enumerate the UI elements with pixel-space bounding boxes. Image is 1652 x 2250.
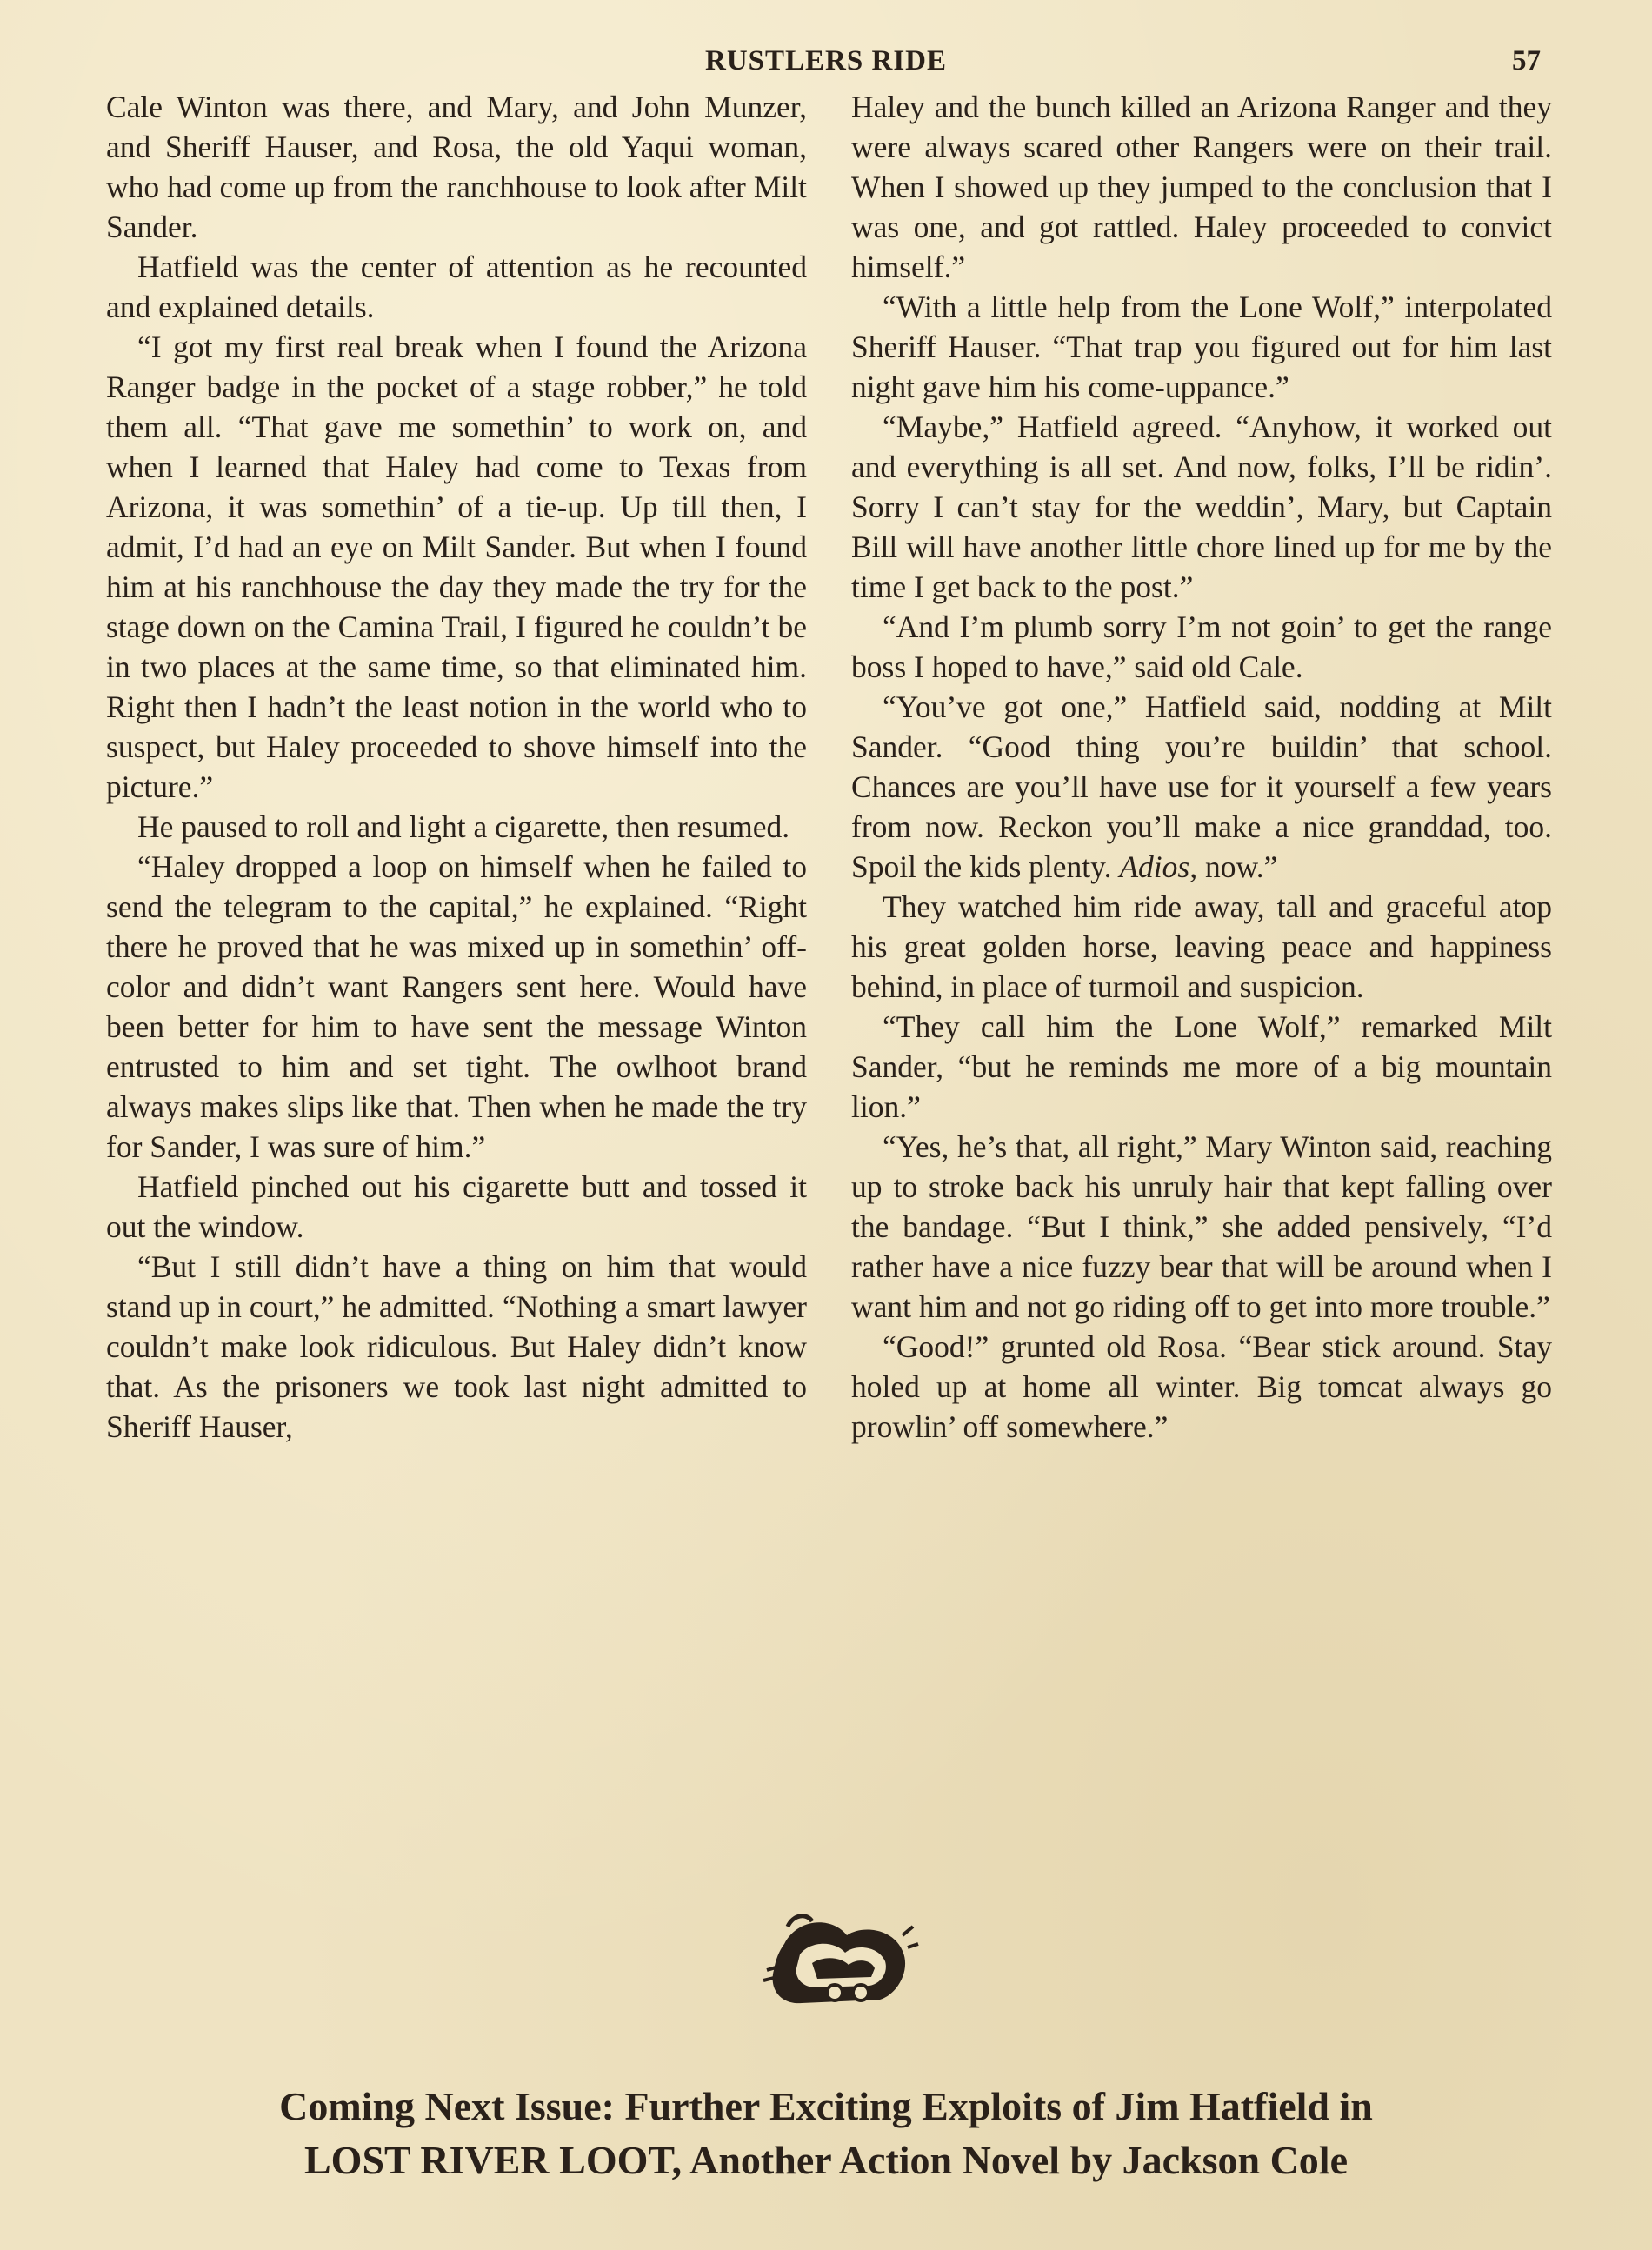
italic-word: Adios, bbox=[1119, 849, 1198, 884]
running-head bbox=[0, 45, 1652, 83]
next-issue-teaser bbox=[0, 2080, 1652, 2187]
paragraph: “And I’m plumb sorry I’m not goin’ to get the range boss I hoped to have,” said old Cale. bbox=[851, 609, 1552, 684]
paragraph: They watched him ride away, tall and graceful atop his great golden horse, leaving peace and happiness behind, in place of turmoil and suspicion. bbox=[851, 889, 1552, 1004]
paragraph: Cale Winton was there, and Mary, and John Munzer, and Sheriff Hauser, and Rosa, the old Yaqui woman, who had come up from the ranchhouse to look after Milt Sander. bbox=[106, 90, 807, 244]
paragraph-text: “You’ve got one,” Hatfield said, nodding at Milt Sander. “Good thing you’re buildin’ that school. Chances are you’ll have use for it yourself a few years from now. Reckon you’ll make a nice granddad, too. Spoil the kids plenty. bbox=[851, 689, 1552, 884]
page-number: 57 bbox=[1512, 45, 1541, 77]
teaser-line: LOST RIVER LOOT, Another Action Novel by Jackson Cole bbox=[304, 2138, 1348, 2182]
paragraph: “Yes, he’s that, all right,” Mary Winton said, reaching up to stroke back his unruly hair that kept falling over the bandage. “But I think,” she added pensively, “I’d rather have a nice fuzzy bear that will be around when I want him and not go riding off to get into more trouble.” bbox=[851, 1129, 1552, 1324]
teaser-line: Coming Next Issue: Further Exciting Exploits of Jim Hatfield in bbox=[279, 2084, 1373, 2128]
paragraph: “But I still didn’t have a thing on him that would stand up in court,” he admitted. “Nothing a smart lawyer couldn’t make look ridiculous. But Haley didn’t know that. As the prisoners we took last night admitted to Sheriff Hauser, bbox=[106, 1249, 807, 1444]
paragraph-tail: now.” bbox=[1197, 849, 1278, 884]
paragraph-with-italic bbox=[851, 687, 1552, 887]
left-column bbox=[106, 87, 807, 1447]
paragraph: “Haley dropped a loop on himself when he failed to send the telegram to the capital,” he explained. “Right there he proved that he was mixed up in somethin’ off-color and didn’t want Rangers sent here. Would have been better for him to have sent the message Winton entrusted to him and set tight. The owlhoot brand always makes slips like that. Then when he made the try for Sander, I was sure of him.” bbox=[106, 849, 807, 1164]
paragraph: “With a little help from the Lone Wolf,” interpolated Sheriff Hauser. “That trap you figured out for him last night gave him his come-uppance.” bbox=[851, 290, 1552, 404]
paragraph: “They call him the Lone Wolf,” remarked Milt Sander, “but he reminds me more of a big mountain lion.” bbox=[851, 1009, 1552, 1124]
right-column bbox=[851, 87, 1552, 1447]
paragraph: Haley and the bunch killed an Arizona Ranger and they were always scared other Rangers were on their trail. When I showed up they jumped to the conclusion that I was one, and got rattled. Haley proceeded to convict himself.” bbox=[851, 90, 1552, 284]
paragraph: He paused to roll and light a cigarette, then resumed. bbox=[137, 809, 790, 844]
paragraph: “Good!” grunted old Rosa. “Bear stick around. Stay holed up at home all winter. Big tomcat always go prowlin’ off somewhere.” bbox=[851, 1329, 1552, 1444]
saddle-spurs-vignette-icon bbox=[749, 1909, 920, 2020]
paragraph: Hatfield was the center of attention as he recounted and explained details. bbox=[106, 250, 807, 324]
paragraph: “I got my first real break when I found the Arizona Ranger badge in the pocket of a stage robber,” he told them all. “That gave me somethin’ to work on, and when I learned that Haley had come to Texas from Arizona, it was somethin’ of a tie-up. Up till then, I admit, I’d had an eye on Milt Sander. But when I found him at his ranchhouse the day they made the try for the stage down on the Camina Trail, I figured he couldn’t be in two places at the same time, so that eliminated him. Right then I hadn’t the least notion in the world who to suspect, but Haley proceeded to shove himself into the picture.” bbox=[106, 330, 807, 804]
paragraph: “Maybe,” Hatfield agreed. “Anyhow, it worked out and everything is all set. And now, folks, I’ll be ridin’. Sorry I can’t stay for the weddin’, Mary, but Captain Bill will have another little chore lined up for me by the time I get back to the post.” bbox=[851, 409, 1552, 604]
running-title: RUSTLERS RIDE bbox=[705, 45, 947, 77]
paragraph: Hatfield pinched out his cigarette butt and tossed it out the window. bbox=[106, 1169, 807, 1244]
